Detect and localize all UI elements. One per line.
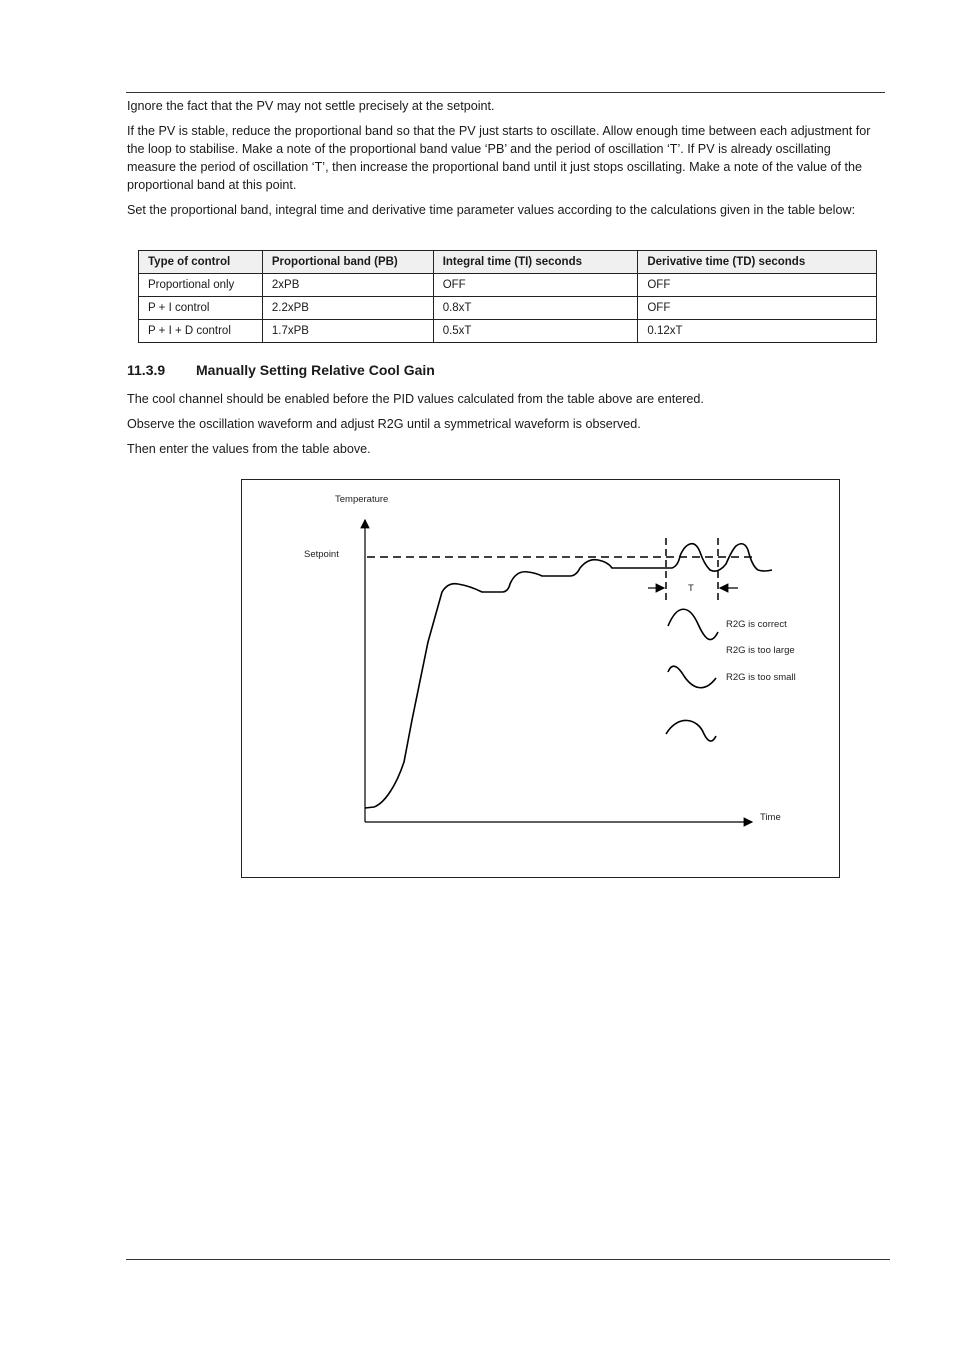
legend-r2g-too-small: R2G is too small xyxy=(726,672,796,683)
table-cell: 0.8xT xyxy=(433,297,638,320)
section-body xyxy=(127,390,882,465)
table-cell: 1.7xPB xyxy=(262,320,433,343)
header-rule xyxy=(126,92,885,93)
table-row xyxy=(139,297,877,320)
table-header-row xyxy=(139,251,877,274)
table-cell: OFF xyxy=(638,274,877,297)
table-cell: Proportional only xyxy=(139,274,263,297)
waveform-too-large xyxy=(668,666,716,688)
table-cell: OFF xyxy=(433,274,638,297)
section-number: 11.3.9 xyxy=(127,362,166,378)
intro-text xyxy=(127,97,882,226)
section-paragraph-2: Observe the oscillation waveform and adjust R2G until a symmetrical waveform is observed. xyxy=(127,417,641,431)
r2g-diagram xyxy=(241,479,840,878)
section-paragraph-3: Then enter the values from the table above. xyxy=(127,442,371,456)
pid-tuning-table xyxy=(138,250,877,343)
x-axis-label: Time xyxy=(760,812,781,823)
table-cell: 2.2xPB xyxy=(262,297,433,320)
table-row xyxy=(139,320,877,343)
waveform-too-small xyxy=(666,720,716,741)
header-integral-time: Integral time (TI) seconds xyxy=(433,251,638,274)
table-cell: 0.5xT xyxy=(433,320,638,343)
section-paragraph-1: The cool channel should be enabled before the PID values calculated from the table above are entered. xyxy=(127,392,704,406)
response-curve xyxy=(365,544,772,808)
section-heading xyxy=(127,362,435,378)
legend-r2g-too-large: R2G is too large xyxy=(726,645,795,656)
header-type-of-control: Type of control xyxy=(139,251,263,274)
legend-r2g-correct: R2G is correct xyxy=(726,619,787,630)
table-cell: P + I control xyxy=(139,297,263,320)
setpoint-label: Setpoint xyxy=(304,549,339,560)
y-axis-label: Temperature xyxy=(335,494,389,505)
intro-paragraph-2: If the PV is stable, reduce the proportional band so that the PV just starts to oscillate. Allow enough time between each adjustment for the loop to stabilise. Make a note of the proportional band value ‘PB’ and the period of oscillation ‘T’. If PV is already oscillating measure the period of oscillation ‘T’, then increase the proportional band until it just stops oscillating. Make a note of the value of the proportional band at this point. xyxy=(127,124,871,192)
table-cell: P + I + D control xyxy=(139,320,263,343)
table-row xyxy=(139,274,877,297)
table-cell: OFF xyxy=(638,297,877,320)
period-label: T xyxy=(688,583,694,594)
table-cell: 2xPB xyxy=(262,274,433,297)
intro-paragraph-3: Set the proportional band, integral time and derivative time parameter values according to the calculations given in the table below: xyxy=(127,203,856,217)
header-derivative-time: Derivative time (TD) seconds xyxy=(638,251,877,274)
footer-rule xyxy=(126,1259,890,1260)
section-title: Manually Setting Relative Cool Gain xyxy=(196,362,435,378)
waveform-correct xyxy=(668,609,718,639)
table-cell: 0.12xT xyxy=(638,320,877,343)
intro-paragraph-1: Ignore the fact that the PV may not settle precisely at the setpoint. xyxy=(127,99,495,113)
header-proportional-band: Proportional band (PB) xyxy=(262,251,433,274)
